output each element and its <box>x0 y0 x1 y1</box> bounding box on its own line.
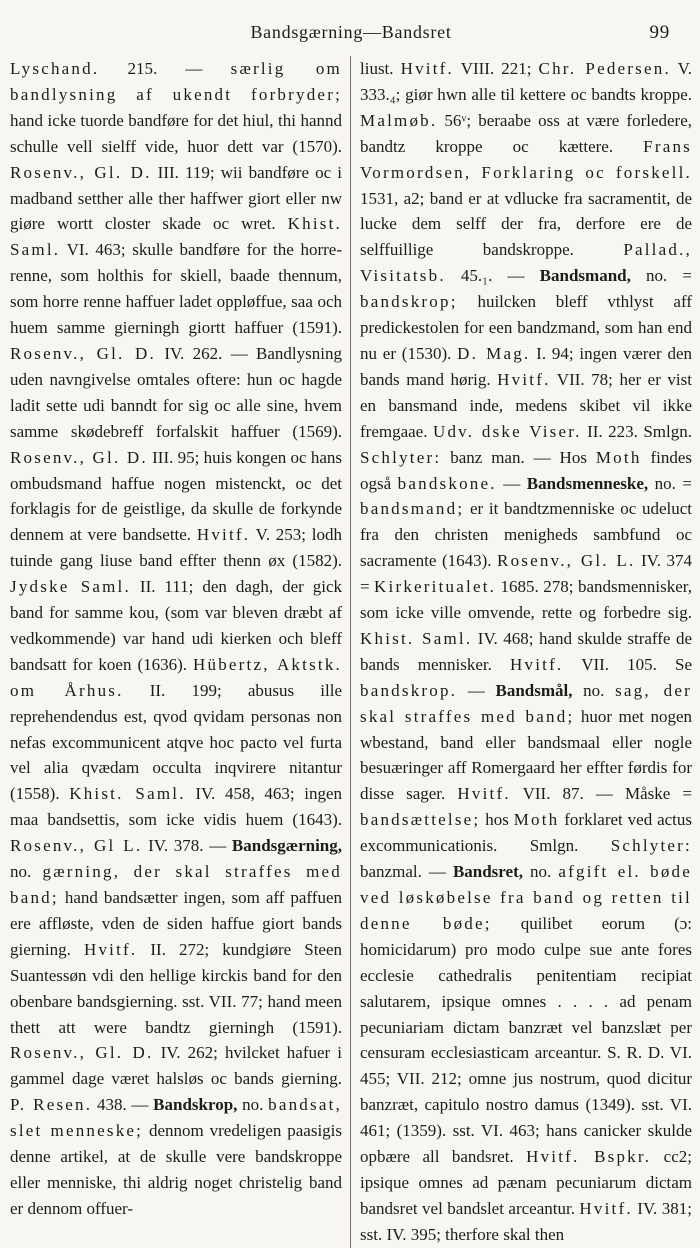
body-text: no. <box>10 862 43 882</box>
reference-or-gloss: sag, der skal straffes med band; <box>360 680 693 726</box>
body-text: V. 333.₄; giør hwn alle til kettere oc bandts kroppe. <box>360 59 692 104</box>
body-text: liust. <box>360 59 401 78</box>
reference-or-gloss: Rosenv., Gl L. <box>10 836 143 856</box>
reference-or-gloss: Jydske Saml. <box>10 577 131 597</box>
body-text: IV. 262. — Bandlysning uden navngivelse omtales oftere: hun oc hagde ladit sette udi banndt for sig oc alle sine, hvem samme skødebreff forfalskit haffuer (1569). <box>10 343 342 441</box>
reference-or-gloss: bandsættelse; <box>360 810 481 830</box>
body-text: huor met nogen wbestand, band eller bandsmaal eller nogle besuæringer aff Romergaard her effter førdis for disse sager. <box>360 706 692 804</box>
reference-or-gloss: bandskone. <box>397 473 497 493</box>
reference-or-gloss: Rosenv., Gl. L. <box>497 551 636 571</box>
body-text: hand bandsætter ingen, som aff paffuen ere affløste, vden de siden haffue giort bands gierning. <box>10 888 342 959</box>
body-text: IV. 381; sst. IV. 395; therfore skal then <box>360 1198 692 1244</box>
reference-or-gloss: Hvitf. Bspkr. <box>526 1147 652 1167</box>
body-text: IV. 374 = <box>360 551 693 597</box>
reference-or-gloss: Hübertz, Aktstk. om Århus. <box>10 654 343 700</box>
body-text: — <box>457 680 496 700</box>
body-text: forklaret ved actus excommunicationis. Smlgn. <box>360 810 692 856</box>
body-text: I. 94; ingen værer den bands mand hørig. <box>360 343 692 389</box>
body-text: VI. 463; skulle bandføre for the horre-renne, som holthis for skiell, baade thennum, som horre renne haffuer ladet oppløffue, saa och huem samme gierningh giortt haffuer (1591). <box>10 240 342 338</box>
reference-or-gloss: Moth <box>595 447 642 467</box>
reference-or-gloss: Kirkeritualet. <box>374 577 497 597</box>
body-text: IV. 468; hand skulde straffe de bands mennisker. <box>360 628 692 674</box>
body-text: banz man. — Hos <box>441 447 596 467</box>
body-text: II. 223. Smlgn. <box>581 421 693 441</box>
body-text: 45.₁. — <box>445 266 540 286</box>
reference-or-gloss: afgift el. bøde ved løskøbelse fra band og retten til denne bøde; <box>360 862 692 933</box>
body-text: cc2; ipsique omnes ad pænam pecuniarum dictam bandsret vel bandslet arceantur. <box>360 1147 692 1218</box>
body-text: IV. 458, 463; ingen maa bandsettis, som icke vidis huem (1643). <box>10 784 342 830</box>
reference-or-gloss: Pallad., Visitatsb. <box>360 240 692 286</box>
body-text: IV. 378. — <box>142 836 232 856</box>
body-text: III. 95; huis kongen oc hans ombudsmand haffue nogen mistenckt, oc det forklagis for de geistlige, da skulle de forkynde dennem at vere bandsette. <box>10 447 342 545</box>
body-text: II. 272; kundgiøre Steen Suantessøn vdi den hellige kirckis band for den obenbare bandsgierning. sst. VII. 77; hand meen thett att were bandtz gierningh (1591). <box>10 939 343 1037</box>
body-text: hand icke tuorde bandføre for det hiul, thi hannd schulle vell sielff vide, huor dett var (1570). <box>10 110 342 156</box>
reference-or-gloss: bandskrop; <box>360 292 458 312</box>
body-text: IV. 262; hvilcket hafuer i gammel dage været halsløs oc bands gierning. <box>10 1043 342 1089</box>
reference-or-gloss: Rosenv., Gl. D. <box>10 447 148 467</box>
reference-or-gloss: Hvitf. <box>510 654 564 674</box>
reference-or-gloss: Hvitf. <box>196 525 251 545</box>
reference-or-gloss: bandsat, slet menneske; <box>10 1095 342 1141</box>
body-text: 438. — <box>92 1095 154 1115</box>
body-text: no. = <box>648 473 692 493</box>
reference-or-gloss: Hvitf. <box>400 59 454 78</box>
body-text: findes også <box>360 447 692 493</box>
reference-or-gloss: Chr. Pedersen. <box>538 59 671 78</box>
reference-or-gloss: Lyschand. <box>10 59 100 78</box>
page-number: 99 <box>649 22 670 43</box>
reference-or-gloss: Khist. Saml. <box>10 214 342 260</box>
body-text: VIII. 221; <box>453 59 539 78</box>
body-text: II. 199; abusus ille reprehendendus est, qvod qvidam personas non nefas excommunicent atqve hoc pacto vel furta vel alia qvædam occulta inqvirere nitantur (1558). <box>10 680 342 804</box>
reference-or-gloss: bandskrop. <box>360 680 458 700</box>
body-text: VII. 87. — Måske = <box>510 784 693 804</box>
body-text: VII. 78; her er vist en bansmand inde, medens skibet vil ikke fremgaae. <box>360 369 692 441</box>
headword: Bandsmål, <box>495 680 573 700</box>
reference-or-gloss: Udv. dske Viser. <box>432 421 582 441</box>
reference-or-gloss: Malmøb. <box>360 110 438 130</box>
headword: Bandsmenneske, <box>526 473 649 493</box>
text-columns <box>10 56 692 1248</box>
body-text: no. <box>237 1095 269 1115</box>
reference-or-gloss: Rosenv., Gl. D. <box>10 162 152 182</box>
reference-or-gloss: Khist. Saml. <box>360 628 473 648</box>
body-text: quilibet eorum (ɔ: homicidarum) pro modo culpe sue ante fores ecclesie cathedralis penitentiam recipiat salutarem, ipsique omnes . . . . ad penam pecuniariam dictam banzræt vel banzslæt per censuram ecclesiasticam arceantur. S. R. D. VI. 455; VII. 212; omne jus nostrum, quod dicitur banzræt, capitulo nostro damus (1349). sst. VI. 461; (1359). sst. VI. 463; hans canicker skulde opbære all bandsret. <box>360 913 692 1167</box>
reference-or-gloss: Hvitf. <box>497 369 551 389</box>
reference-or-gloss: Schlyter: <box>610 836 692 856</box>
body-text: banzmal. — <box>360 862 453 882</box>
reference-or-gloss: Moth <box>513 810 560 830</box>
body-text: er it bandtzmenniske oc udeluct fra den christen menigheds sambfund oc sacramente (1643). <box>360 499 692 571</box>
reference-or-gloss: P. Resen. <box>10 1095 93 1115</box>
body-text: huilcken bleff vthlyst aff predickestolen for een bandzmand, som han end nu er (1530). <box>360 292 692 363</box>
reference-or-gloss: Hvitf. <box>579 1198 633 1218</box>
reference-or-gloss: Frans Vormordsen, Forklaring oc forskell. <box>360 136 692 182</box>
headword: Bandsmand, <box>539 266 631 286</box>
body-text: III. 119; wii bandføre oc i madband setther alle ther haffwer giort eller nw giøre wortt closter skade oc wret. <box>10 162 342 234</box>
reference-or-gloss: bandsmand; <box>360 499 465 519</box>
body-text: VII. 105. Se <box>563 654 692 674</box>
body-text: — <box>496 473 527 493</box>
left-column <box>10 56 350 1248</box>
body-text: no. <box>523 862 559 882</box>
running-title: Bandsgærning—Bandsret <box>250 22 452 42</box>
reference-or-gloss: Khist. Saml. <box>69 784 186 804</box>
reference-or-gloss: Rosenv., Gl. D. <box>10 1043 154 1063</box>
body-text: II. 111; den dagh, der gick band for samme kou, (som var bleven dræbt af vedkommende) var hand udi kierken och bleff bandsatt for koen (1636). <box>10 577 342 674</box>
body-text: 56ᵛ; beraabe oss at være forledere, bandtz kroppe oc kættere. <box>360 110 692 156</box>
body-text: dennom vredeligen paasigis denne artikel, at de skulle vere bandskroppe eller menniske, thi aldrig noget christelig band er dennom offuer- <box>10 1121 343 1218</box>
page-header <box>10 22 692 56</box>
body-text: 215. — <box>99 59 231 78</box>
reference-or-gloss: Hvitf. <box>457 784 511 804</box>
body-text: no. = <box>630 266 692 286</box>
headword: Bandsret, <box>452 862 523 882</box>
reference-or-gloss: Rosenv., Gl. D. <box>10 343 156 363</box>
headword: Bandskrop, <box>153 1095 238 1115</box>
body-text: 1685. 278; bandsmennisker, som icke ville omvende, rette og forbedre sig. <box>360 577 692 623</box>
reference-or-gloss: D. Mag. <box>457 343 531 363</box>
reference-or-gloss: Schlyter: <box>360 447 442 467</box>
reference-or-gloss: Hvitf. <box>83 939 138 959</box>
body-text: V. 253; lodh tuinde gang liuse band effter thenn øx (1582). <box>10 525 342 571</box>
body-text: no. <box>572 680 616 700</box>
body-text: hos <box>480 810 514 830</box>
headword: Bandsgærning, <box>231 836 342 856</box>
reference-or-gloss: gærning, der skal straffes med band; <box>10 862 342 907</box>
body-text: 1531, a2; band er at vdlucke fra sacramentit, de lucke dem selff der fra, derfore ere de selffuillige bandskroppe. <box>360 188 692 260</box>
reference-or-gloss: særlig om bandlysning af ukendt forbryder; <box>10 59 342 104</box>
right-column <box>350 56 692 1248</box>
